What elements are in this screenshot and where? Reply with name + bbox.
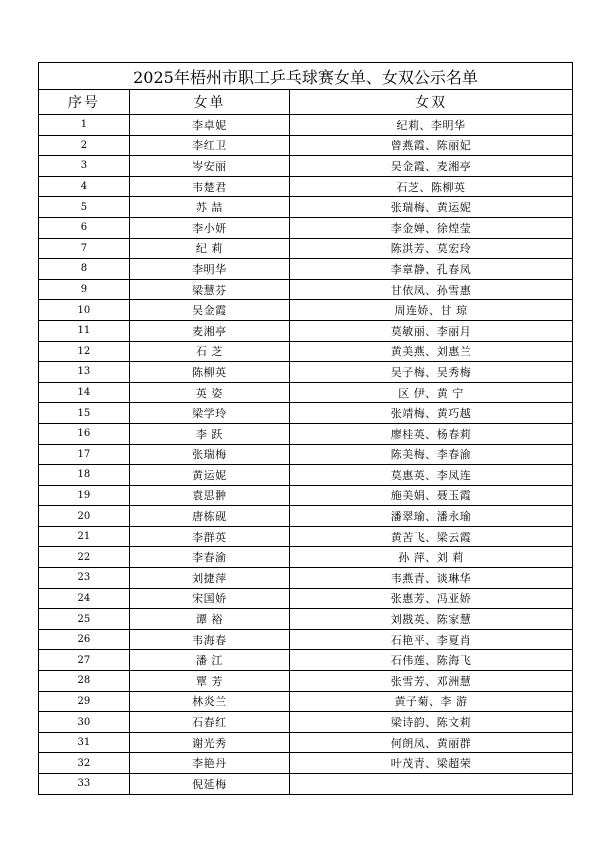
row-number: 8 [39,259,130,280]
row-doubles: 区 伊、黄 宁 [289,382,572,403]
row-doubles [289,774,572,795]
row-singles: 李卓妮 [129,115,289,136]
table-row [39,465,573,486]
row-singles: 袁思翀 [129,485,289,506]
row-number: 6 [39,217,130,238]
row-number: 5 [39,197,130,218]
row-doubles: 周连娇、甘 琼 [289,300,572,321]
row-doubles: 孙 萍、刘 莉 [289,547,572,568]
row-doubles: 叶茂青、梁超荣 [289,753,572,774]
row-singles: 韦楚君 [129,176,289,197]
row-doubles: 纪莉、李明华 [289,115,572,136]
row-number: 18 [39,465,130,486]
row-singles: 谭 裕 [129,609,289,630]
table-row [39,671,573,692]
row-doubles: 石艳平、李夏肖 [289,629,572,650]
row-number: 3 [39,156,130,177]
row-number: 23 [39,568,130,589]
row-doubles: 曾燕霞、陈丽妃 [289,135,572,156]
table-row [39,444,573,465]
row-singles: 吴金霞 [129,300,289,321]
row-singles: 陈柳英 [129,362,289,383]
row-doubles: 莫敏丽、李丽月 [289,320,572,341]
row-doubles: 廖桂英、杨春莉 [289,423,572,444]
row-singles: 梁学玲 [129,403,289,424]
table-row [39,609,573,630]
row-number: 20 [39,506,130,527]
row-singles: 倪延梅 [129,774,289,795]
row-number: 13 [39,362,130,383]
row-number: 31 [39,732,130,753]
row-singles: 英 姿 [129,382,289,403]
table-body [39,63,573,795]
row-doubles: 张瑞梅、黄运妮 [289,197,572,218]
row-doubles: 张靖梅、黄巧越 [289,403,572,424]
row-singles: 李红卫 [129,135,289,156]
row-doubles: 何朗凤、黄丽群 [289,732,572,753]
table-row [39,300,573,321]
row-singles: 谢光秀 [129,732,289,753]
row-singles: 韦海春 [129,629,289,650]
row-number: 24 [39,588,130,609]
row-number: 7 [39,238,130,259]
row-singles: 宋国娇 [129,588,289,609]
row-doubles: 施美娟、聂玉霞 [289,485,572,506]
row-number: 15 [39,403,130,424]
row-singles: 石 芝 [129,341,289,362]
table-row [39,588,573,609]
row-singles: 李明华 [129,259,289,280]
row-singles: 岑安丽 [129,156,289,177]
table-row [39,259,573,280]
row-singles: 李小妍 [129,217,289,238]
row-singles: 李群英 [129,526,289,547]
table-row [39,547,573,568]
row-number: 16 [39,423,130,444]
row-number: 14 [39,382,130,403]
row-doubles: 吴金霞、麦湘亭 [289,156,572,177]
table-row [39,691,573,712]
row-singles: 苏 喆 [129,197,289,218]
row-singles: 李艳丹 [129,753,289,774]
row-doubles: 陈洪芳、莫宏玲 [289,238,572,259]
row-doubles: 李章静、孔春凤 [289,259,572,280]
table-row [39,712,573,733]
row-singles: 石春红 [129,712,289,733]
row-number: 26 [39,629,130,650]
table-row [39,176,573,197]
row-number: 19 [39,485,130,506]
row-number: 25 [39,609,130,630]
table-row [39,485,573,506]
row-number: 11 [39,320,130,341]
table-row [39,135,573,156]
table-row [39,423,573,444]
row-number: 29 [39,691,130,712]
table-row [39,279,573,300]
table-row [39,341,573,362]
column-header-doubles: 女双 [289,90,572,115]
row-singles: 黄运妮 [129,465,289,486]
row-number: 2 [39,135,130,156]
row-singles: 李 跃 [129,423,289,444]
row-number: 1 [39,115,130,136]
row-doubles: 石芝、陈柳英 [289,176,572,197]
row-number: 4 [39,176,130,197]
row-doubles: 莫惠英、李凤连 [289,465,572,486]
row-number: 22 [39,547,130,568]
column-header-singles: 女单 [129,90,289,115]
row-doubles: 甘依凤、孙雪惠 [289,279,572,300]
row-number: 32 [39,753,130,774]
row-number: 21 [39,526,130,547]
table-row [39,217,573,238]
row-number: 12 [39,341,130,362]
table-row [39,362,573,383]
row-doubles: 陈美梅、李春渝 [289,444,572,465]
column-header-no: 序号 [39,90,130,115]
row-number: 33 [39,774,130,795]
row-number: 9 [39,279,130,300]
row-singles: 麦湘亭 [129,320,289,341]
title-row [39,63,573,90]
table-row [39,568,573,589]
row-singles: 梁慧芬 [129,279,289,300]
row-doubles: 韦燕青、谈琳华 [289,568,572,589]
table-row [39,732,573,753]
table-row [39,506,573,527]
row-doubles: 梁诗韵、陈文莉 [289,712,572,733]
table-row [39,650,573,671]
table-row [39,197,573,218]
row-singles: 纪 莉 [129,238,289,259]
row-doubles: 张雪芳、邓洲慧 [289,671,572,692]
row-doubles: 李金婵、徐煌莹 [289,217,572,238]
row-singles: 李春渝 [129,547,289,568]
row-number: 10 [39,300,130,321]
page-title: 2025年梧州市职工乒乓球赛女单、女双公示名单 [39,63,573,90]
row-singles: 潘 江 [129,650,289,671]
table-row [39,320,573,341]
row-singles: 刘捷萍 [129,568,289,589]
row-doubles: 黄美燕、刘惠兰 [289,341,572,362]
row-singles: 林炎兰 [129,691,289,712]
table-row [39,238,573,259]
row-doubles: 黄苦飞、梁云霞 [289,526,572,547]
row-number: 27 [39,650,130,671]
row-doubles: 张惠芳、冯亚娇 [289,588,572,609]
table-row [39,403,573,424]
row-doubles: 石伟莲、陈海飞 [289,650,572,671]
table-row [39,156,573,177]
row-doubles: 潘翠瑜、潘永瑜 [289,506,572,527]
table-row [39,382,573,403]
row-number: 28 [39,671,130,692]
row-singles: 唐栋砚 [129,506,289,527]
row-doubles: 黄子菊、李 游 [289,691,572,712]
row-doubles: 吴子梅、吴秀梅 [289,362,572,383]
table-row [39,753,573,774]
row-doubles: 刘戡英、陈家慧 [289,609,572,630]
row-singles: 覃 芳 [129,671,289,692]
row-singles: 张瑞梅 [129,444,289,465]
row-number: 17 [39,444,130,465]
row-number: 30 [39,712,130,733]
table-row [39,774,573,795]
table-row [39,629,573,650]
header-row [39,90,573,115]
table-row [39,115,573,136]
roster-table [38,62,573,795]
table-row [39,526,573,547]
